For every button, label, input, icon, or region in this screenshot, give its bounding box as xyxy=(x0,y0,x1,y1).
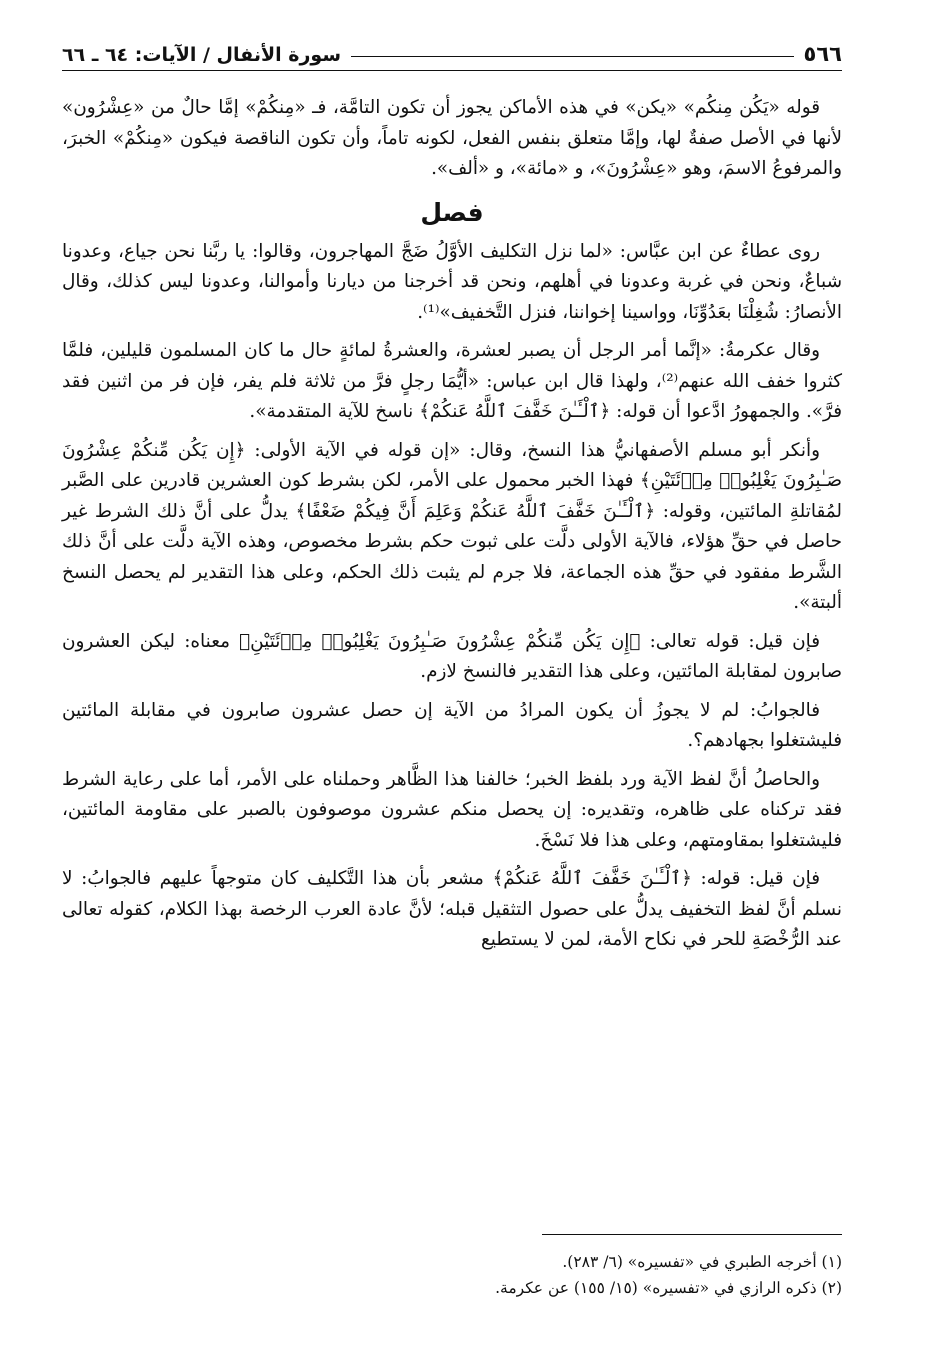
paragraph-abu-muslim: وأنكر أبو مسلم الأصفهانيُّ هذا النسخ، وقال: «إن قوله في الآية الأولى: ﴿إِن يَكُن مِّنكُمْ عِشْرُونَ صَـٰبِرُونَ يَغْلِبُوا۟ مِا۟ئَتَيْنِ﴾ فهذا الخبر محمول على الأمر، لكن بشرط كون العشرين قادرين على الصَّبر لمُقاتلةِ المائتين، وقوله: ﴿ٱلْـَٔـٰنَ خَفَّفَ ٱللَّهُ عَنكُمْ وَعَلِمَ أَنَّ فِيكُمْ ضَعْفًا﴾ يدلُّ على أنَّ ذلك الشرط غير حاصل في حقِّ هؤلاء، فالآية الأولى دلَّت على ثبوت حكم بشرط مخصوص، وهذه الآية دلَّت على أنَّ ذلك الشَّرط مفقود في حقِّ هذه الجماعة، فلا جرم لم يثبت ذلك الحكم، وعلى هذا التقدير لم يحصل النسخ ألبتة». xyxy=(62,439,842,613)
section-title: فصل xyxy=(420,197,484,227)
book-page xyxy=(62,34,842,1354)
paragraph-objection-2: فإن قيل: قوله: ﴿ٱلْـَٔـٰنَ خَفَّفَ ٱللَّهُ عَنكُمْ﴾ مشعر بأن هذا التَّكليف كان متوجهاً عليهم فالجوابُ: لا نسلم أنَّ لفظ التخفيف يدلُّ على حصول التثقيل قبله؛ لأنَّ عادة العرب الرخصة بهذا الكلام، كقوله تعالى عند الرُّخْصَةِ للحر في نكاح الأمة، لمن لا يستطيع xyxy=(62,868,842,950)
paragraph-objection-1: فإن قيل: قوله تعالى: ﴿إِن يَكُن مِّنكُمْ عِشْرُونَ صَـٰبِرُونَ يَغْلِبُوا۟ مِا۟ئَتَيْنِ﴾ معناه: ليكن العشرون صابرون لمقابلة المائتين، وعلى هذا التقدير فالنسخ لازم. xyxy=(62,630,842,682)
intro-paragraph: قوله «يَكُن مِنكُم» «يكن» في هذه الأماكن يجوز أن تكون التامَّة، فـ «مِنكُمْ» إمَّا حالٌ من «عِشْرُون» لأنها في الأصل صفةٌ لها، وإمَّا متعلق بنفس الفعل، لكونه تاماً، وأن تكون الناقصة فيكون «مِنكُمْ» الخبرَ، والمرفوعُ الاسمَ، وهو «عِشْرُونَ»، و «مائة»، و «ألف». xyxy=(62,97,842,179)
paragraph-ikrima: وقال عكرمةُ: «إنَّما أمر الرجل أن يصبر لعشرة، والعشرةُ لمائةٍ حال ما كان المسلمون قليلين، فلمَّا كثروا خفف الله عنهم⁽²⁾، ولهذا قال ابن عباس: «أيُّمَا رجلٍ فرَّ من ثلاثة فلم يفر، فإن فر من اثنين فقد فرَّ». والجمهورُ ادَّعوا أن قوله: ﴿ٱلْـَٔـٰنَ خَفَّفَ ٱللَّهُ عَنكُمْ﴾ ناسخ للآية المتقدمة». xyxy=(62,340,842,422)
header-rule xyxy=(351,56,794,57)
header-title: سورة الأنفال / الآيات: ٦٤ ـ ٦٦ xyxy=(62,44,341,66)
running-header xyxy=(62,34,842,66)
paragraph-answer-1: فالجوابُ: لم لا يجوزُ أن يكون المرادُ من الآية إن حصل عشرون صابرون في مقابلة المائتين فليشتغلوا بجهادهم؟. xyxy=(62,699,842,751)
footnotes xyxy=(62,1234,842,1301)
header-divider xyxy=(62,70,842,71)
body-text xyxy=(62,93,842,956)
paragraph-conclusion: والحاصلُ أنَّ لفظ الآية ورد بلفظ الخبر؛ خالفنا هذا الظَّاهر وحملناه على الأمر، أما على رعاية الشرط فقد تركناه على ظاهره، وتقديره: إن يحصل منكم عشرون موصوفون بالصبر على مقاومة المائتين، فليشتغلوا بمقاومتهم، وعلى هذا فلا نَسْخَ. xyxy=(62,768,842,851)
footnote-1: (١) أخرجه الطبري في «تفسيره» (٦/ ٢٨٣). xyxy=(562,1253,842,1271)
page-number: ٥٦٦ xyxy=(803,42,842,66)
footnote-divider xyxy=(542,1234,842,1235)
footnote-2: (٢) ذكره الرازي في «تفسيره» (١٥/ ١٥٥) عن عكرمة. xyxy=(495,1279,842,1297)
paragraph-ata-ibn-abbas: روى عطاءٌ عن ابن عبَّاس: «لما نزل التكليف الأوَّلُ ضَجَّ المهاجرون، وقالوا: يا ربَّنا نحن جياع، وعدونا شباعٌ، ونحن في غربة وعدونا في أهلهم، ونحن قد أخرجنا من ديارنا وأموالنا، وعدونا ليس كذلك، وقال الأنصارُ: شُغِلْنَا بعَدُوِّنَا، وواسينا إخواننا، فنزل التَّخفيف»⁽¹⁾. xyxy=(62,240,842,323)
